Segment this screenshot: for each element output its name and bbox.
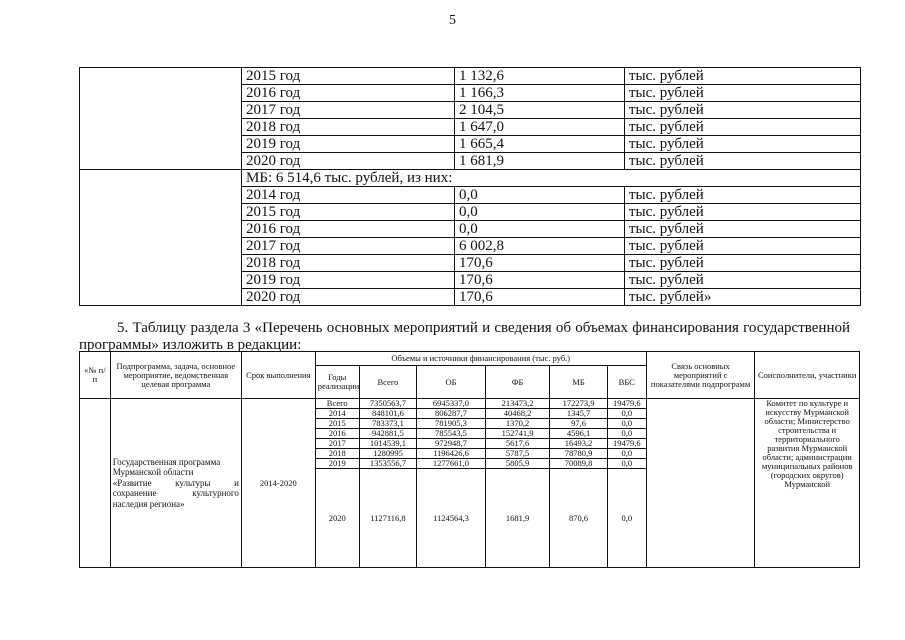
header-ob: ОБ xyxy=(417,366,486,399)
total-cell: 783373,1 xyxy=(359,419,416,429)
total-cell: 1014539,1 xyxy=(359,439,416,449)
year-cell: 2015 год xyxy=(242,68,455,85)
table-row xyxy=(80,170,861,187)
fb-cell: 5805,9 xyxy=(485,459,550,469)
vbs-cell: 0,0 xyxy=(607,419,646,429)
unit-cell: тыс. рублей xyxy=(625,221,861,238)
total-cell: 942881,5 xyxy=(359,429,416,439)
value-cell: 170,6 xyxy=(455,289,625,306)
year-cell: Всего xyxy=(315,399,359,409)
empty-cell xyxy=(80,68,242,170)
num-cell xyxy=(80,399,111,568)
year-cell: 2017 год xyxy=(242,102,455,119)
empty-cell xyxy=(80,170,242,306)
unit-cell: тыс. рублей xyxy=(625,153,861,170)
header-mb: МБ xyxy=(550,366,607,399)
unit-cell: тыс. рублей xyxy=(625,238,861,255)
unit-cell: тыс. рублей xyxy=(625,119,861,136)
header-num: «№ п/п xyxy=(80,352,111,399)
unit-cell: тыс. рублей» xyxy=(625,289,861,306)
year-cell: 2020 xyxy=(315,469,359,568)
value-cell: 0,0 xyxy=(455,221,625,238)
year-cell: 2014 год xyxy=(242,187,455,204)
program-name-line: наследия региона» xyxy=(112,498,185,509)
value-cell: 2 104,5 xyxy=(455,102,625,119)
year-cell: 2017 xyxy=(315,439,359,449)
amendment-paragraph xyxy=(79,320,850,354)
ob-cell: 1124564,3 xyxy=(417,469,486,568)
year-cell: 2016 год xyxy=(242,221,455,238)
unit-cell: тыс. рублей xyxy=(625,272,861,289)
value-cell: 170,6 xyxy=(455,272,625,289)
fb-cell: 1370,2 xyxy=(485,419,550,429)
year-cell: 2014 xyxy=(315,409,359,419)
year-cell: 2018 год xyxy=(242,119,455,136)
unit-cell: тыс. рублей xyxy=(625,255,861,272)
vbs-cell: 0,0 xyxy=(607,449,646,459)
ob-cell: 972948,7 xyxy=(417,439,486,449)
year-cell: 2019 xyxy=(315,459,359,469)
year-cell: 2015 xyxy=(315,419,359,429)
mb-cell: 78780,9 xyxy=(550,449,607,459)
unit-cell: тыс. рублей xyxy=(625,187,861,204)
header-fb: ФБ xyxy=(485,366,550,399)
unit-cell: тыс. рублей xyxy=(625,68,861,85)
mb-cell: 16493,2 xyxy=(550,439,607,449)
link-cell xyxy=(646,399,755,568)
value-cell: 170,6 xyxy=(455,255,625,272)
header-vbs: ВБС xyxy=(607,366,646,399)
header-subprogram: Подпрограмма, задача, основное мероприятие, ведомственная целевая программа xyxy=(110,352,241,399)
fb-cell: 5787,5 xyxy=(485,449,550,459)
total-cell: 848101,6 xyxy=(359,409,416,419)
ob-cell: 806287,7 xyxy=(417,409,486,419)
year-cell: 2019 год xyxy=(242,136,455,153)
year-cell: 2018 год xyxy=(242,255,455,272)
fb-cell: 40468,2 xyxy=(485,409,550,419)
mb-cell: 97,6 xyxy=(550,419,607,429)
paragraph-text: 5. Таблицу раздела 3 «Перечень основных мероприятий и сведения об объемах финансирования государственной программы» изложить в редакции: xyxy=(79,320,850,353)
vbs-cell: 19479,6 xyxy=(607,439,646,449)
year-cell: 2020 год xyxy=(242,153,455,170)
page-number: 5 xyxy=(449,13,456,28)
header-years: Годы реализации xyxy=(315,366,359,399)
program-name-line: Мурманской области xyxy=(112,467,194,478)
header-executors: Соисполнители, участники xyxy=(755,352,860,399)
vbs-cell: 0,0 xyxy=(607,459,646,469)
fb-cell: 213473,2 xyxy=(485,399,550,409)
mb-cell: 172273,9 xyxy=(550,399,607,409)
ob-cell: 781905,3 xyxy=(417,419,486,429)
program-name-line: «Развитие культуры и xyxy=(112,477,239,488)
vbs-cell: 19479,6 xyxy=(607,399,646,409)
total-cell: 7350563,7 xyxy=(359,399,416,409)
table-row xyxy=(80,68,861,85)
fb-cell: 152741,9 xyxy=(485,429,550,439)
vbs-cell: 0,0 xyxy=(607,429,646,439)
unit-cell: тыс. рублей xyxy=(625,102,861,119)
funding-continuation-table xyxy=(79,67,861,306)
ob-cell: 6945337,0 xyxy=(417,399,486,409)
value-cell: 0,0 xyxy=(455,187,625,204)
header-link: Связь основных мероприятий с показателями подпрограмм xyxy=(646,352,755,399)
value-cell: 1 132,6 xyxy=(455,68,625,85)
year-cell: 2019 год xyxy=(242,272,455,289)
header-term: Срок выполнения xyxy=(241,352,315,399)
program-measures-table xyxy=(79,351,860,568)
ob-cell: 1196426,6 xyxy=(417,449,486,459)
year-cell: 2020 год xyxy=(242,289,455,306)
value-cell: 1 647,0 xyxy=(455,119,625,136)
year-cell: 2016 xyxy=(315,429,359,439)
unit-cell: тыс. рублей xyxy=(625,204,861,221)
program-name-line: Государственная программа xyxy=(112,456,221,467)
mb-cell: 1345,7 xyxy=(550,409,607,419)
vbs-cell: 0,0 xyxy=(607,409,646,419)
mb-cell: 70089,8 xyxy=(550,459,607,469)
vbs-cell: 0,0 xyxy=(607,469,646,568)
year-cell: 2017 год xyxy=(242,238,455,255)
header-funding: Объемы и источники финансирования (тыс. руб.) xyxy=(315,352,646,366)
table-row xyxy=(80,399,860,409)
program-name-cell xyxy=(110,399,241,568)
ob-cell: 1277661,0 xyxy=(417,459,486,469)
mb-header-cell: МБ: 6 514,6 тыс. рублей, из них: xyxy=(242,170,861,187)
header-total: Всего xyxy=(359,366,416,399)
term-cell: 2014-2020 xyxy=(241,399,315,568)
unit-cell: тыс. рублей xyxy=(625,85,861,102)
unit-cell: тыс. рублей xyxy=(625,136,861,153)
value-cell: 6 002,8 xyxy=(455,238,625,255)
value-cell: 0,0 xyxy=(455,204,625,221)
value-cell: 1 681,9 xyxy=(455,153,625,170)
total-cell: 1280995 xyxy=(359,449,416,459)
program-name-line: сохранение культурного xyxy=(112,488,239,499)
value-cell: 1 665,4 xyxy=(455,136,625,153)
total-cell: 1127116,8 xyxy=(359,469,416,568)
value-cell: 1 166,3 xyxy=(455,85,625,102)
year-cell: 2018 xyxy=(315,449,359,459)
ob-cell: 785543,5 xyxy=(417,429,486,439)
total-cell: 1353556,7 xyxy=(359,459,416,469)
year-cell: 2016 год xyxy=(242,85,455,102)
mb-cell: 870,6 xyxy=(550,469,607,568)
executors-cell: Комитет по культуре и искусству Мурманской области; Министерство строительства и территориального развития Мурманской области; администрации муниципальных районов (городских округов) Мурманской xyxy=(755,399,860,568)
mb-cell: 4596,1 xyxy=(550,429,607,439)
fb-cell: 5617,6 xyxy=(485,439,550,449)
fb-cell: 1681,9 xyxy=(485,469,550,568)
year-cell: 2015 год xyxy=(242,204,455,221)
